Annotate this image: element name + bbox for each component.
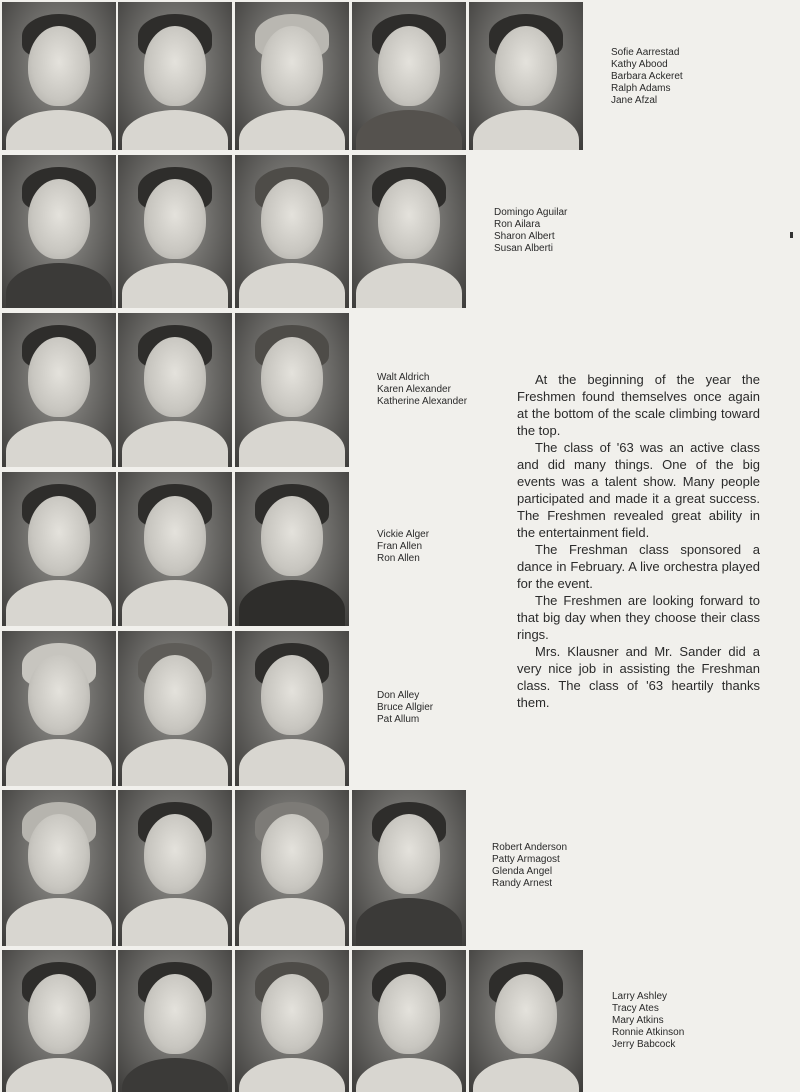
article-paragraph: At the beginning of the year the Freshmen found themselves once again at the bottom of the scale climbing toward the top. — [517, 372, 760, 438]
names-row-5 — [377, 690, 433, 726]
student-name: Ronnie Atkinson — [612, 1027, 685, 1038]
class-article — [517, 371, 760, 711]
student-name: Sharon Albert — [494, 231, 555, 242]
student-name: Pat Allum — [377, 714, 420, 725]
student-name: Mary Atkins — [612, 1015, 664, 1026]
student-photo — [118, 472, 232, 626]
student-photo — [2, 472, 116, 626]
student-photo — [2, 155, 116, 308]
student-name: Domingo Aguilar — [494, 207, 568, 218]
student-photo — [469, 950, 583, 1092]
student-name: Sofie Aarrestad — [611, 47, 680, 58]
student-name: Susan Alberti — [494, 243, 553, 254]
student-photo — [118, 631, 232, 786]
student-photo — [469, 2, 583, 150]
student-photo — [352, 790, 466, 946]
student-photo — [235, 472, 349, 626]
student-name: Katherine Alexander — [377, 396, 468, 407]
student-name: Ron Allen — [377, 553, 420, 564]
student-photo — [2, 950, 116, 1092]
student-photo — [2, 790, 116, 946]
student-photo — [235, 631, 349, 786]
student-name: Bruce Allgier — [377, 702, 434, 713]
student-name: Patty Armagost — [492, 854, 560, 865]
names-row-1 — [611, 47, 683, 107]
names-row-7 — [612, 991, 684, 1051]
student-photo — [235, 950, 349, 1092]
student-name: Ron Ailara — [494, 219, 541, 230]
student-photo — [118, 2, 232, 150]
names-row-4 — [377, 529, 429, 565]
student-photo — [2, 2, 116, 150]
names-row-3 — [377, 372, 467, 408]
student-photo — [235, 790, 349, 946]
student-photo — [118, 950, 232, 1092]
student-name: Jerry Babcock — [612, 1039, 676, 1050]
student-name: Ralph Adams — [611, 83, 671, 94]
student-name: Larry Ashley — [612, 991, 668, 1002]
student-photo — [235, 313, 349, 467]
student-name: Robert Anderson — [492, 842, 568, 853]
student-name: Glenda Angel — [492, 866, 553, 877]
student-name: Karen Alexander — [377, 384, 451, 395]
student-name: Barbara Ackeret — [611, 71, 683, 82]
student-photo — [2, 313, 116, 467]
student-photo — [2, 631, 116, 786]
student-name: Kathy Abood — [611, 59, 668, 70]
page-edge-mark — [790, 232, 793, 238]
student-photo — [352, 155, 466, 308]
article-paragraph: The Freshmen are looking forward to that big day when they choose their class rings. — [517, 593, 760, 642]
student-photo — [352, 950, 466, 1092]
article-paragraph: The Freshman class sponsored a dance in February. A live orchestra played for the event. — [517, 542, 760, 591]
student-name: Fran Allen — [377, 541, 423, 552]
student-name: Jane Afzal — [611, 95, 658, 106]
student-name: Don Alley — [377, 690, 420, 701]
student-photo — [235, 2, 349, 150]
student-photo — [118, 155, 232, 308]
student-name: Randy Arnest — [492, 878, 553, 889]
names-row-6 — [492, 842, 567, 890]
article-paragraph: Mrs. Klausner and Mr. Sander did a very nice job in assisting the Freshman class. The class of '63 heartily thanks them. — [517, 644, 760, 710]
student-photo — [118, 790, 232, 946]
student-name: Tracy Ates — [612, 1003, 659, 1014]
names-row-2 — [494, 207, 567, 255]
article-paragraph: The class of '63 was an active class and did many things. One of the big events was a talent show. Many people participated and made it a great success. The Freshmen revealed great ability in the entertainment field. — [517, 440, 760, 540]
student-photo — [235, 155, 349, 308]
student-photo — [352, 2, 466, 150]
student-name: Walt Aldrich — [377, 372, 430, 383]
student-photo — [118, 313, 232, 467]
student-name: Vickie Alger — [377, 529, 430, 540]
